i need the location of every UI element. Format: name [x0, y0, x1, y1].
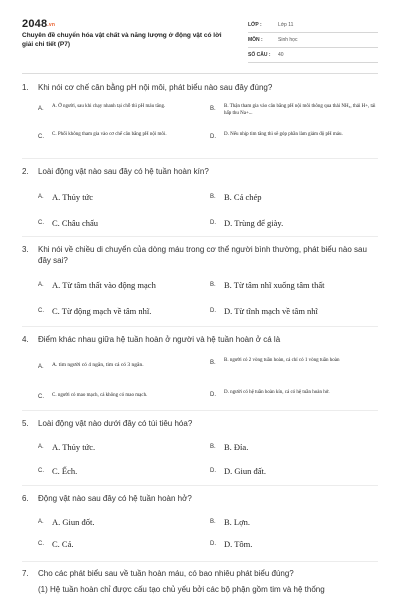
- option-letter: C.: [38, 220, 44, 226]
- option-letter: D.: [210, 134, 216, 140]
- option-text: D. Tôm.: [224, 539, 253, 549]
- option-letter: B.: [210, 106, 216, 112]
- option-b[interactable]: [210, 192, 378, 202]
- question-stem: [22, 166, 378, 177]
- option-letter: C.: [38, 541, 44, 547]
- question-6: [22, 493, 378, 549]
- meta-key: LỚP :: [248, 22, 262, 28]
- option-b[interactable]: [210, 442, 378, 452]
- option-text: D. người có hệ tuần hoàn kín, cá có hệ tuần hoàn hở.: [224, 390, 330, 395]
- option-a[interactable]: [38, 104, 206, 114]
- option-letter: C.: [38, 468, 44, 474]
- option-letter: D.: [210, 308, 216, 314]
- option-letter: A.: [38, 282, 44, 288]
- option-c[interactable]: [38, 132, 206, 142]
- question-number: 2.: [22, 167, 29, 176]
- option-text: A. Ở người, sau khi chạy nhanh tại chỗ thì pH máu tăng.: [52, 104, 166, 109]
- option-letter: A.: [38, 106, 44, 112]
- question-number: 6.: [22, 494, 29, 503]
- option-text: A. tim người có 4 ngăn, tim cá có 3 ngăn.: [52, 362, 144, 368]
- option-text: A. Thủy tức.: [52, 442, 96, 452]
- site-logo[interactable]: [22, 18, 55, 30]
- option-b[interactable]: [210, 104, 378, 117]
- option-letter: D.: [210, 468, 216, 474]
- option-text: D. Giun đất.: [224, 466, 267, 476]
- meta-key: SỐ CÂU :: [248, 52, 271, 58]
- option-a[interactable]: [38, 362, 206, 372]
- option-d[interactable]: [210, 539, 378, 549]
- option-text: B. Từ tâm nhĩ xuống tâm thất: [224, 280, 325, 290]
- option-text: B. Thận tham gia vào cân bằng pH nội môi thông qua thải NH₃, thải H+, tái hấp thu Na+...: [224, 104, 376, 116]
- option-c[interactable]: [38, 306, 206, 316]
- meta-value: Sinh học: [278, 37, 298, 43]
- meta-row-class: [248, 18, 378, 33]
- option-a[interactable]: [38, 517, 206, 527]
- question-text: Khi nói về chiều di chuyển của dòng máu trong cơ thể người bình thường, phát biểu nào sau đây sai?: [38, 245, 367, 265]
- option-letter: D.: [210, 541, 216, 547]
- option-text: C. Cá.: [52, 539, 74, 549]
- logo-suffix: .vn: [47, 22, 56, 28]
- question-4: [22, 334, 378, 400]
- option-b[interactable]: [210, 280, 378, 290]
- option-text: D. Trùng để giày.: [224, 218, 284, 228]
- question-text: Khi nói cơ chế cân bằng pH nội môi, phát biểu nào sau đây đúng?: [38, 83, 273, 92]
- question-stem: [22, 244, 378, 266]
- option-letter: B.: [210, 194, 216, 200]
- option-text: A. Từ tâm thất vào động mạch: [52, 280, 156, 290]
- question-number: 4.: [22, 335, 29, 344]
- option-letter: B.: [210, 360, 216, 366]
- option-letter: A.: [38, 519, 44, 525]
- option-text: C. Từ động mạch về tâm nhĩ.: [52, 306, 152, 316]
- option-d[interactable]: [210, 306, 378, 316]
- question-stem: [22, 568, 378, 579]
- option-text: B. người có 2 vòng tuần hoàn, cá chỉ có 1 vòng tuần hoàn: [224, 358, 340, 363]
- page-header: [22, 18, 378, 68]
- question-stem: [22, 418, 378, 429]
- option-letter: A.: [38, 444, 44, 450]
- option-text: C. Phổi không tham gia vào cơ chế cân bằng pH nội môi.: [52, 132, 167, 137]
- question-divider: [22, 158, 378, 159]
- question-number: 1.: [22, 83, 29, 92]
- meta-value: Lớp 11: [278, 22, 294, 28]
- option-text: C. Châu chấu: [52, 218, 99, 228]
- option-text: A. Giun đốt.: [52, 517, 95, 527]
- question-divider: [22, 410, 378, 411]
- question-stem: [22, 493, 378, 504]
- option-text: C. Ếch.: [52, 466, 78, 476]
- meta-key: MÔN :: [248, 37, 263, 43]
- option-text: A. Thủy tức: [52, 192, 94, 202]
- option-b[interactable]: [210, 358, 378, 368]
- option-letter: B.: [210, 519, 216, 525]
- question-divider: [22, 485, 378, 486]
- question-7-statement-1: (1) Hệ tuần hoàn chỉ được cấu tạo chủ yếu bởi các bộ phận gồm tim và hệ thống: [38, 585, 325, 594]
- option-text: B. Cá chép: [224, 192, 262, 202]
- question-stem: [22, 82, 378, 93]
- meta-value: 40: [278, 52, 284, 58]
- option-c[interactable]: [38, 539, 206, 549]
- question-text: Loài động vật nào sau đây có hệ tuần hoàn kín?: [38, 167, 209, 176]
- option-letter: C.: [38, 308, 44, 314]
- question-divider: [22, 326, 378, 327]
- question-2: [22, 166, 378, 228]
- option-letter: D.: [210, 220, 216, 226]
- meta-row-subject: [248, 33, 378, 48]
- logo-main: 2048: [22, 18, 48, 30]
- question-text: Loài động vật nào dưới đây có túi tiêu hóa?: [38, 419, 193, 428]
- question-5: [22, 418, 378, 476]
- question-3: [22, 244, 378, 316]
- option-text: B. Đỉa.: [224, 442, 249, 452]
- option-a[interactable]: [38, 442, 206, 452]
- option-text: D. Nếu nhịp tim tăng thì sẽ góp phần làm giảm độ pH máu.: [224, 132, 343, 137]
- question-text: Điểm khác nhau giữa hệ tuần hoàn ở người và hệ tuần hoàn ở cá là: [38, 335, 281, 344]
- document-title: Chuyên đề chuyển hóa vật chất và năng lượng ở động vật có lời giải chi tiết (P7): [22, 32, 222, 48]
- option-a[interactable]: [38, 280, 206, 290]
- question-number: 7.: [22, 569, 29, 578]
- option-letter: B.: [210, 444, 216, 450]
- option-b[interactable]: [210, 517, 378, 527]
- option-d[interactable]: [210, 218, 378, 228]
- option-text: D. Từ tĩnh mạch về tâm nhĩ: [224, 306, 318, 316]
- option-d[interactable]: [210, 390, 378, 400]
- question-divider: [22, 236, 378, 237]
- option-a[interactable]: [38, 192, 206, 202]
- question-number: 3.: [22, 245, 29, 254]
- option-letter: A.: [38, 194, 44, 200]
- option-letter: A.: [38, 364, 44, 370]
- option-letter: B.: [210, 282, 216, 288]
- option-letter: C.: [38, 394, 44, 400]
- option-text: B. Lợn.: [224, 517, 250, 527]
- question-1: [22, 82, 378, 140]
- question-number: 5.: [22, 419, 29, 428]
- option-c[interactable]: [38, 218, 206, 228]
- meta-table: [248, 18, 378, 63]
- option-letter: C.: [38, 134, 44, 140]
- question-text: Cho các phát biểu sau về tuần hoàn máu, có bao nhiêu phát biểu đúng?: [38, 569, 294, 578]
- option-text: C. người có mao mạch, cá không có mao mạch.: [52, 393, 148, 398]
- question-7: [22, 568, 378, 579]
- question-text: Động vật nào sau đây có hệ tuần hoàn hở?: [38, 494, 192, 503]
- option-c[interactable]: [38, 466, 206, 476]
- question-stem: [22, 334, 378, 345]
- meta-row-count: [248, 48, 378, 63]
- option-letter: D.: [210, 392, 216, 398]
- option-d[interactable]: [210, 466, 378, 476]
- question-divider: [22, 561, 378, 562]
- header-divider: [22, 73, 378, 74]
- option-d[interactable]: [210, 132, 378, 142]
- option-c[interactable]: [38, 392, 206, 402]
